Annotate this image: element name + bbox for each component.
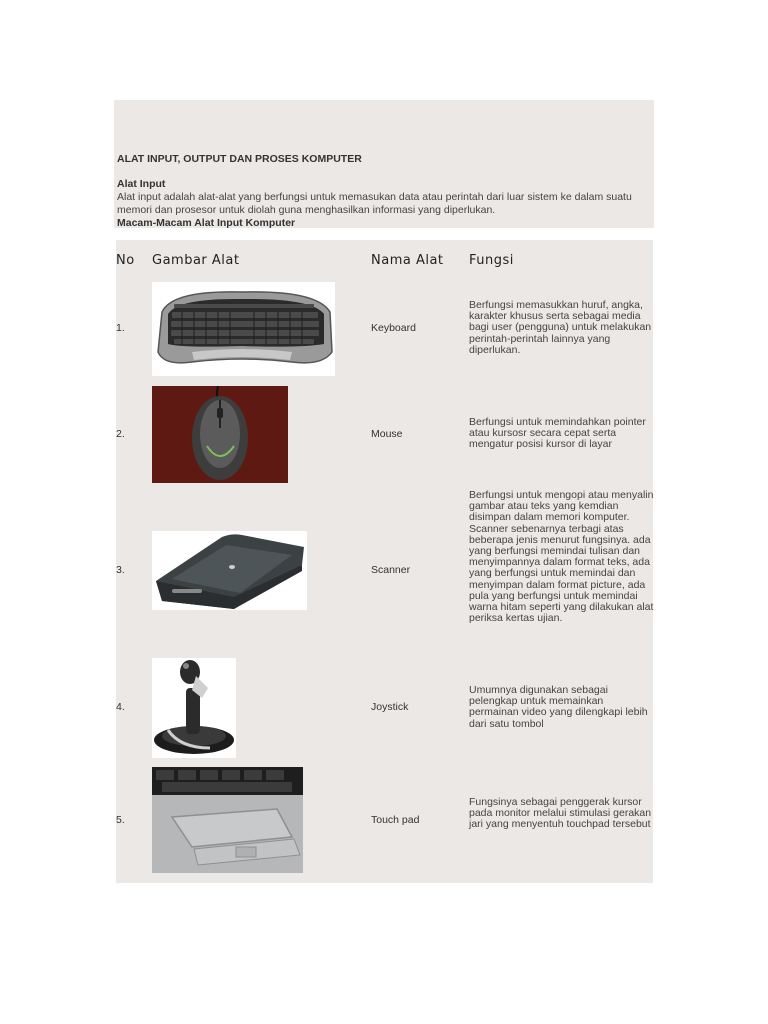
device-function: Berfungsi untuk mengopi atau menyalin gambar atau teks yang kemdian disimpan dalam memori komputer. Scanner sebenarnya terbagi atas beberapa jenis menurut fungsinya. ada yang berfungsi memindai tulisan dan menyimpannya dalam format teks, ada yang berfungsi untuk memindai dan menyimpan dalam format picture, ada pula yang berfungsi untuk memindai warna hitam seperti yang dilakukan alat periksa kertas ujian. [469,489,654,625]
input-devices-table [116,240,653,883]
section-heading: Alat Input [117,178,166,190]
device-function: Umumnya digunakan sebagai pelengkap untuk memainkan permainan video yang dilengkapi lebih dari satu tombol [469,684,648,730]
device-name: Keyboard [371,322,416,334]
table-row [116,767,653,877]
device-function: Fungsinya sebagai penggerak kursor pada monitor melalui stimulasi gerakan jari yang menyentuh touchpad tersebut [469,796,652,831]
header-name: Nama Alat [371,253,444,268]
device-function: Berfungsi untuk memindahkan pointer atau kursosr secara cepat serta mengatur posisi kursor di layar [469,416,646,451]
table-row [116,386,653,484]
joystick-image [152,658,236,758]
intro-section [114,100,654,228]
device-name: Mouse [371,428,403,440]
device-name: Joystick [371,701,409,713]
row-number: 4. [116,701,125,713]
mouse-image [152,386,288,483]
intro-paragraph: Alat input adalah alat-alat yang berfungsi untuk memasukan data atau perintah dari luar sistem ke dalam suatu memori dan prosesor untuk diolah guna menghasilkan informasi yang diperlukan. [117,191,632,216]
keyboard-image [152,282,335,376]
row-number: 3. [116,564,125,576]
header-function: Fungsi [469,253,514,268]
table-row [116,658,653,760]
list-heading: Macam-Macam Alat Input Komputer [117,217,296,229]
document-title: ALAT INPUT, OUTPUT DAN PROSES KOMPUTER [117,153,362,165]
header-image: Gambar Alat [152,253,240,268]
header-no: No [116,253,135,268]
row-number: 2. [116,428,125,440]
row-number: 1. [116,322,125,334]
device-function: Berfungsi memasukkan huruf, angka, karakter khusus serta sebagai media bagi user (pengguna) untuk melakukan perintah-perintah lainnya yang diperlukan. [469,299,652,356]
device-name: Touch pad [371,814,420,826]
scanner-image [152,531,307,610]
touchpad-image [152,767,303,873]
table-row [116,490,653,640]
row-number: 5. [116,814,125,826]
device-name: Scanner [371,564,411,576]
table-row [116,282,653,378]
